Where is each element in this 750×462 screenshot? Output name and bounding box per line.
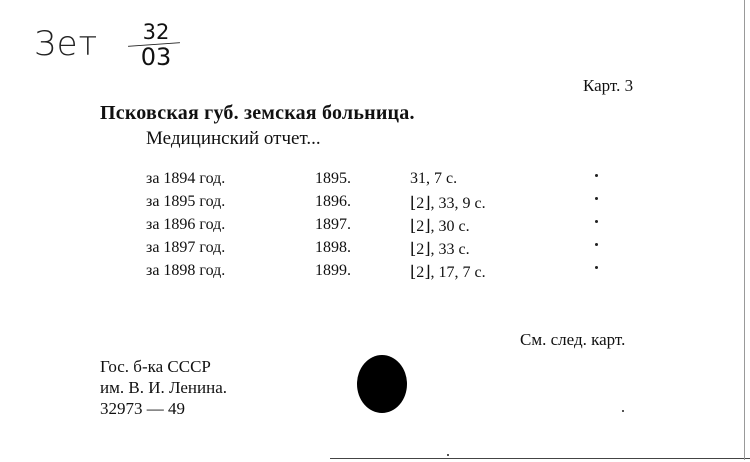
holding-row [0, 193, 750, 215]
shelfmark-numerator: 32 [142, 20, 170, 44]
record-subtitle: Медицинский отчет... [146, 128, 321, 149]
holding-pages: 31, 7 с. [410, 170, 458, 187]
scan-speck [622, 410, 624, 412]
library-stamp [100, 356, 227, 419]
tick-mark [595, 266, 598, 269]
tick-mark [595, 174, 598, 177]
holding-published: 1897. [315, 216, 351, 233]
scan-speck [447, 454, 449, 456]
holding-pages: ⌊2⌋, 33, 9 с. [410, 195, 486, 212]
card-edge [744, 0, 745, 460]
handwritten-shelfmark [130, 20, 182, 71]
holding-period: за 1895 год. [146, 193, 226, 210]
holding-period: за 1898 год. [146, 262, 226, 279]
tick-mark [595, 220, 598, 223]
holding-pages: ⌊2⌋, 17, 7 с. [410, 264, 486, 281]
holding-row [0, 216, 750, 238]
card-number: Карт. 3 [583, 76, 634, 95]
tick-mark [595, 243, 598, 246]
shelfmark-denominator: 03 [140, 43, 172, 71]
holding-period: за 1894 год. [146, 170, 226, 187]
library-honorific: им. В. И. Ленина. [100, 378, 228, 397]
holding-row [0, 262, 750, 284]
holding-published: 1899. [315, 262, 351, 279]
handwritten-word: Зет [34, 24, 99, 64]
record-title: Псковская губ. земская больница. [100, 102, 415, 124]
library-number: 32973 — 49 [100, 399, 185, 418]
holding-period: за 1896 год. [146, 216, 226, 233]
holding-period: за 1897 год. [146, 239, 226, 256]
library-name: Гос. б-ка СССР [100, 357, 211, 376]
holding-pages: ⌊2⌋, 30 с. [410, 218, 470, 235]
holding-published: 1895. [315, 170, 351, 187]
holding-row [0, 170, 750, 192]
tick-mark [595, 197, 598, 200]
see-next-card: См. след. карт. [520, 330, 626, 349]
card-edge [330, 458, 750, 459]
holding-pages: ⌊2⌋, 33 с. [410, 241, 470, 258]
punch-hole [357, 355, 407, 413]
holding-published: 1896. [315, 193, 351, 210]
holding-published: 1898. [315, 239, 351, 256]
holding-row [0, 239, 750, 261]
